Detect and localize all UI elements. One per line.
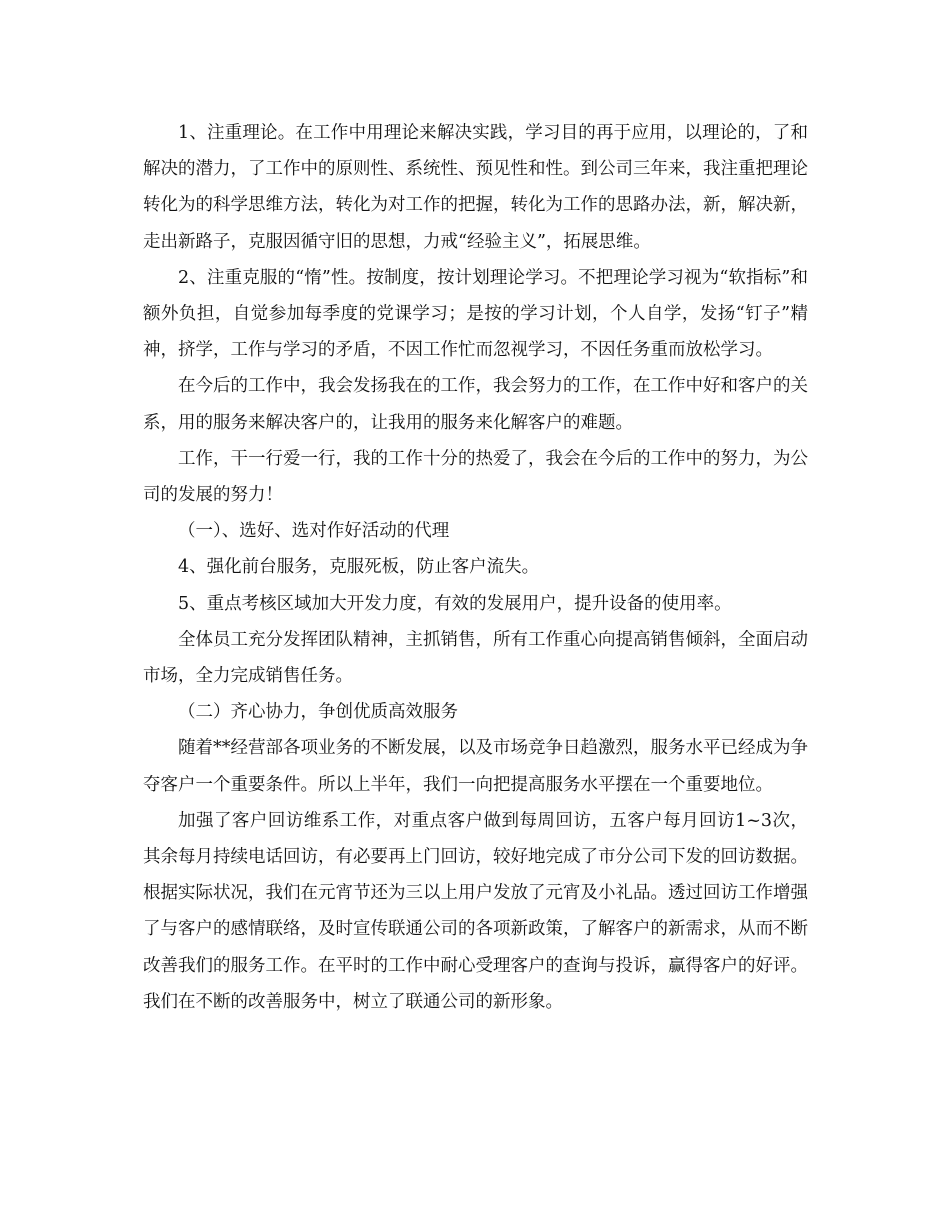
paragraph-customer-visits: 加强了客户回访维系工作，对重点客户做到每周回访，五客户每月回访1~3次，其余每月持续电话回访，有必要再上门回访，较好地完成了市分公司下发的回访数据。根据实际状况，我们在元宵节还为三以上用户发放了元宵及小礼品。透过回访工作增强了与客户的感情联络，及时宣传联通公司的各项新政策，了解客户的新需求，从而不断改善我们的服务工作。在平时的工作中耐心受理客户的查询与投诉，赢得客户的好评。我们在不断的改善服务中，树立了联通公司的新形象。 [143, 810, 808, 1012]
paragraph-front-desk: 4、强化前台服务，克服死板，防止客户流失。 [178, 557, 540, 578]
document-body [143, 115, 808, 1020]
paragraph-key-areas: 5、重点考核区域加大开发力度，有效的发展用户，提升设备的使用率。 [178, 593, 732, 614]
paragraph-future-work: 在今后的工作中，我会发扬我在的工作，我会努力的工作，在工作中好和客户的关系，用的服务来解决客户的，让我用的服务来化解客户的难题。 [143, 376, 808, 433]
paragraph-team-spirit: 全体员工充分发挥团队精神，主抓销售，所有工作重心向提高销售倾斜，全面启动市场，全力完成销售任务。 [143, 629, 808, 687]
section-heading-one: （一）、选好、选对作好活动的代理 [178, 521, 450, 542]
paragraph-overcome-laziness: 2、注重克服的“惰”性。按制度，按计划理论学习。不把理论学习视为“软指标”和额外负担，自觉参加每季度的党课学习；是按的学习计划，个人自学，发扬“钉子”精神，挤学，工作与学习的矛盾，不因工作忙而忽视学习，不因任务重而放松学习。 [143, 267, 808, 361]
paragraph-theory: 1、注重理论。在工作中用理论来解决实践，学习目的再于应用，以理论的，了和解决的潜力，了工作中的原则性、系统性、预见性和性。到公司三年来，我注重把理论转化为的科学思维方法，转化为对工作的把握，转化为工作的思路办法，新，解决新，走出新路子，克服因循守旧的思想，力戒“经验主义”，拓展思维。 [143, 123, 808, 252]
paragraph-love-work: 工作，干一行爱一行，我的工作十分的热爱了，我会在今后的工作中的努力，为公司的发展的努力！ [143, 448, 808, 506]
section-heading-two: （二）齐心协力，争创优质高效服务 [178, 702, 458, 723]
paragraph-service-level: 随着**经营部各项业务的不断发展，以及市场竞争日趋激烈，服务水平已经成为争夺客户一个重要条件。所以上半年，我们一向把提高服务水平摆在一个重要地位。 [143, 738, 808, 795]
